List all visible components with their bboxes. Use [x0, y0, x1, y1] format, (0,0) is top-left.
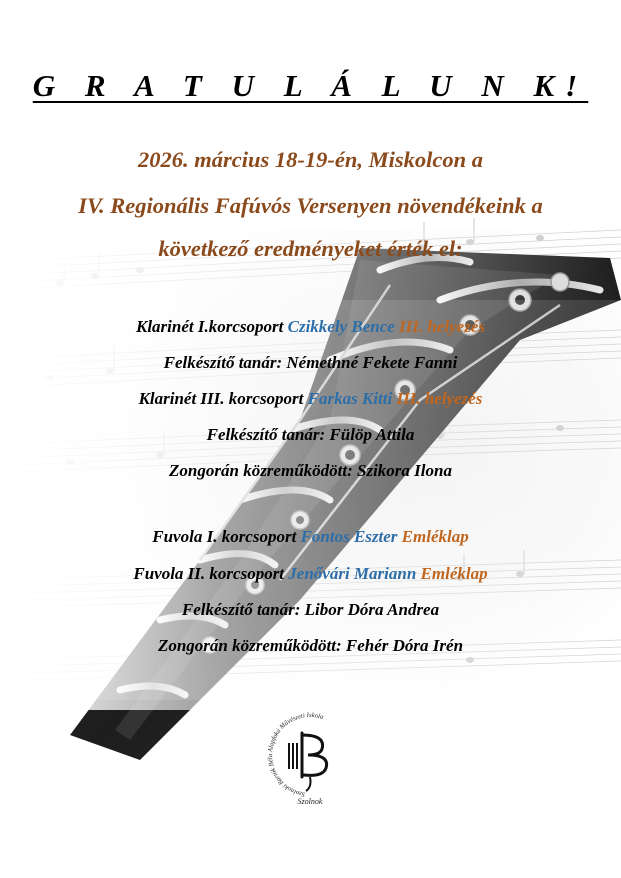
- student-name: Farkas Kitti: [307, 389, 393, 408]
- result-row-flute-1: [0, 527, 621, 547]
- intro-line-competition: IV. Regionális Fafúvós Versenyen növendékeink a: [78, 193, 543, 218]
- age-group: Klarinét I.korcsoport: [136, 317, 284, 336]
- logo-city-label: Szolnok: [297, 797, 323, 806]
- teacher-line: Felkészítő tanár: Libor Dóra Andrea: [181, 600, 440, 619]
- school-logo: [260, 705, 360, 805]
- result-row-clarinet-1: [0, 317, 621, 337]
- result-badge: Emléklap: [420, 564, 488, 583]
- accompanist-line: Zongorán közreműködött: Szikora Ilona: [169, 461, 452, 480]
- student-name: Czikkely Bence: [287, 317, 395, 336]
- result-badge: III. helyezés: [399, 317, 485, 336]
- age-group: Fuvola II. korcsoport: [133, 564, 285, 583]
- student-name: Fontos Eszter: [300, 527, 398, 546]
- age-group: Klarinét III. korcsoport: [138, 389, 304, 408]
- result-row-clarinet-3: [0, 389, 621, 409]
- intro-line-results: következő eredményeket érték el:: [158, 236, 463, 261]
- student-name: Jenővári Mariann: [288, 564, 417, 583]
- result-badge: Emléklap: [401, 527, 469, 546]
- teacher-line: Felkészítő tanár: Némethné Fekete Fanni: [163, 353, 458, 372]
- result-badge: III. helyezés: [396, 389, 483, 408]
- teacher-line: Felkészítő tanár: Fülöp Attila: [206, 425, 415, 444]
- intro-line-date-place: 2026. március 18-19-én, Miskolcon a: [137, 147, 483, 172]
- result-row-flute-2: [0, 564, 621, 584]
- age-group: Fuvola I. korcsoport: [152, 527, 297, 546]
- page-title: G R A T U L Á L U N K!: [32, 68, 589, 103]
- logo-ring-text: Szolnoki Bartók Béla Alapfokú Művészeti Iskola: [267, 711, 325, 798]
- accompanist-line: Zongorán közreműködött: Fehér Dóra Irén: [157, 636, 464, 655]
